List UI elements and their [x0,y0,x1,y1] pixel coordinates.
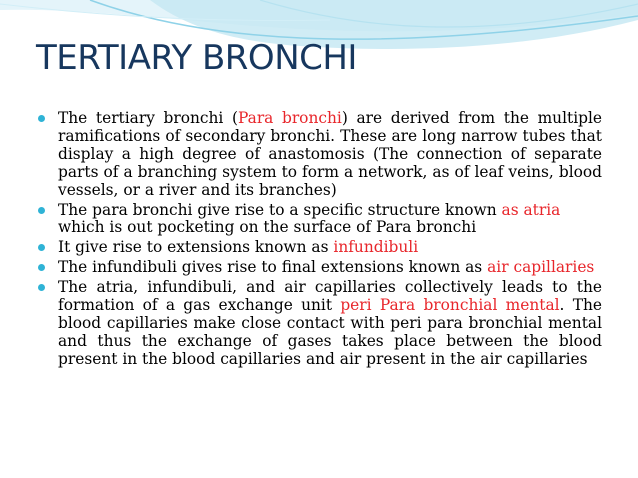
bullet-text: It give rise to extensions known as [58,238,334,257]
bullet-item-tertiary-bronchi [38,110,602,200]
bullet-item-air-capillaries [38,259,602,277]
bullet-item-infundibuli [38,239,602,257]
highlight-term: as atria [501,200,561,219]
highlight-term: air capillaries [487,258,595,277]
slide-title: TERTIARY BRONCHI [36,38,357,78]
bullet-text: The para bronchi give rise to a specific structure known [58,200,502,219]
highlight-term: Para bronchi [237,109,342,127]
bullet-text: The tertiary bronchi ( [58,109,238,127]
bullet-dot-icon [38,115,45,122]
bullet-text: ) are derived from the multiple ramifications of secondary bronchi. These are long narrow tubes that display a high degree of anastomosis (The connection of separate parts of a branching system to form a network, as of leaf veins, blood vessels, or a river and its branches) [58,109,603,199]
bullet-dot-icon [38,264,45,271]
bullet-dot-icon [38,244,45,251]
bullet-dot-icon [38,284,45,291]
bullet-text: which is out pocketing on the surface of Para bronchi [58,218,477,237]
bullet-text: The atria, infundibuli, and air capillaries collectively leads to the formation of a gas exchange unit [58,278,602,315]
slide-body [38,110,602,371]
bullet-dot-icon [38,207,45,214]
bullet-list [38,110,602,369]
bullet-text: The infundibuli gives rise to final extensions known as [58,258,488,277]
bullet-item-gas-exchange [38,279,602,369]
highlight-term: peri Para bronchial mental [340,296,560,315]
bullet-text: . The blood capillaries make close contact with peri para bronchial mental and thus the exchange of gases takes place between the blood present in the blood capillaries and air present in the air capillaries [58,296,602,368]
bullet-item-atria [38,202,602,238]
highlight-term: infundibuli [333,238,419,257]
